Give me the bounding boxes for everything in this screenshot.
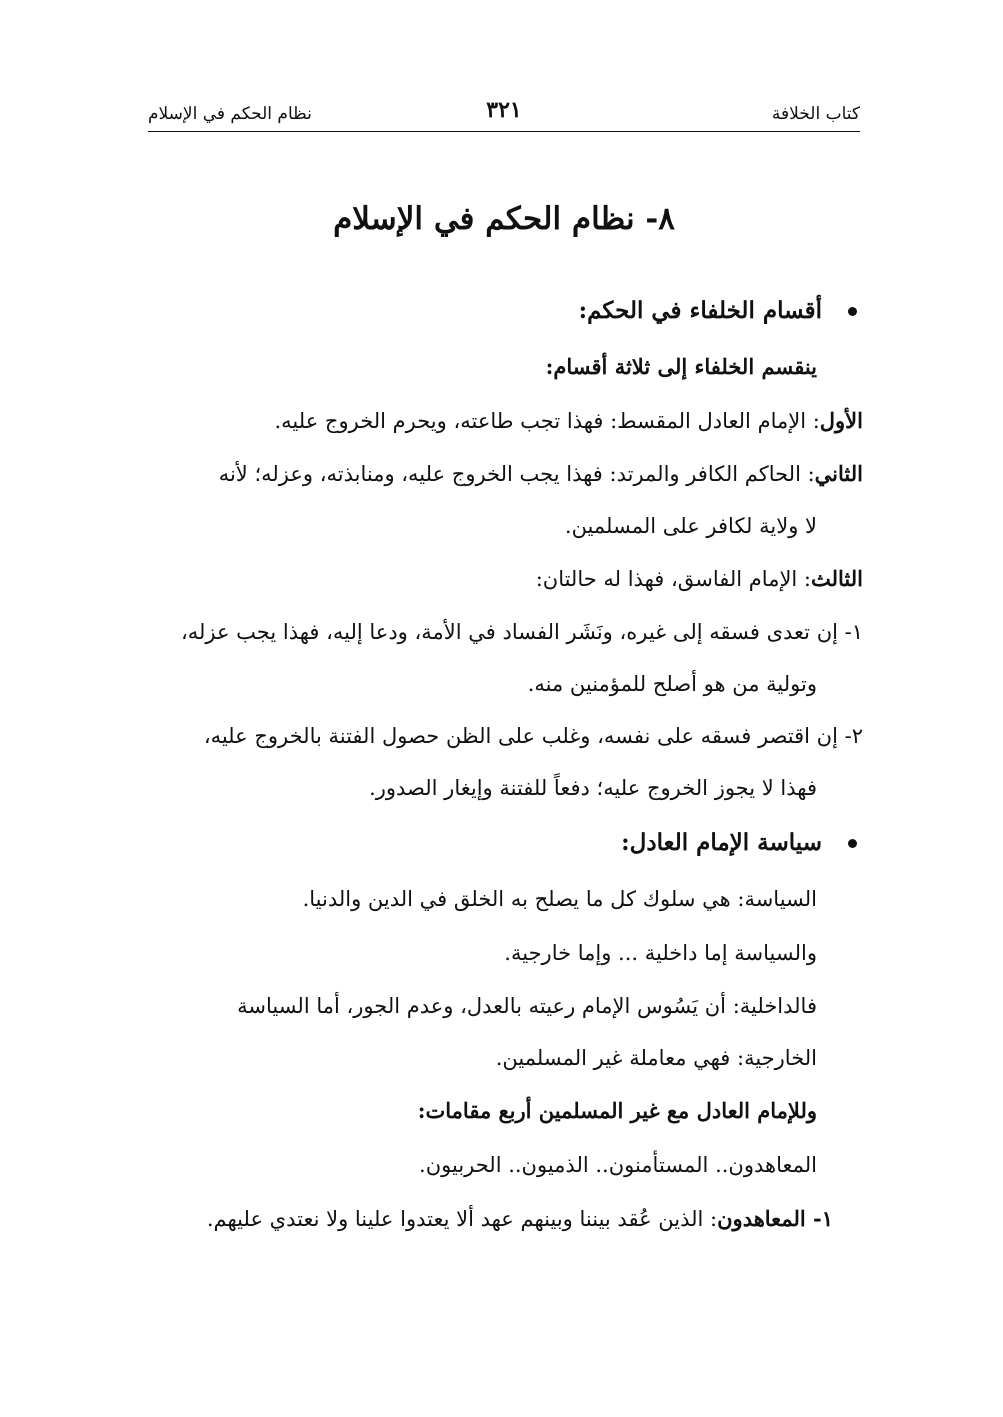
first-type-label: الأول <box>819 408 863 433</box>
paragraph-policy-types: والسياسة إما داخلية ... وإما خارجية. <box>504 941 817 965</box>
section-heading-text: أقسام الخلفاء في الحكم: <box>578 297 822 324</box>
paragraph-intro: ينقسم الخلفاء إلى ثلاثة أقسام: <box>545 354 817 379</box>
case2-line1: ٢- إن اقتصر فسقه على نفسه، وغلب على الظن حصول الفتنة بالخروج عليه، <box>203 724 863 748</box>
second-type-label: الثاني <box>814 461 863 486</box>
paragraph-internal-line2: الخارجية: فهي معاملة غير المسلمين. <box>495 1046 817 1070</box>
section-heading-text: سياسة الإمام العادل: <box>621 829 822 856</box>
section-heading-just-imam-policy <box>145 814 863 872</box>
third-type-label: الثالث <box>811 566 863 591</box>
header-divider <box>148 131 860 132</box>
paragraph-item1 <box>145 1192 863 1246</box>
running-header <box>148 97 860 132</box>
bullet-icon <box>848 307 857 316</box>
paragraph-second-type-line1 <box>145 448 863 500</box>
bullet-icon <box>848 839 857 848</box>
page-body <box>145 282 863 1246</box>
second-type-text: : الحاكم الكافر والمرتد: فهذا يجب الخروج عليه، ومنابذته، وعزله؛ لأنه <box>218 462 815 486</box>
paragraph-first-type <box>145 394 863 448</box>
paragraph-positions-list: المعاهدون.. المستأمنون.. الذميون.. الحربيون. <box>419 1153 817 1177</box>
paragraph-policy-definition: السياسة: هي سلوك كل ما يصلح به الخلق في الدين والدنيا. <box>302 887 817 911</box>
case1-line2: وتولية من هو أصلح للمؤمنين منه. <box>527 672 817 696</box>
paragraph-second-type-line2: لا ولاية لكافر على المسلمين. <box>564 514 817 538</box>
item1-label: ١- المعاهدون <box>717 1206 833 1231</box>
item1-text: : الذين عُقد بيننا وبينهم عهد ألا يعتدوا علينا ولا نعتدي عليهم. <box>206 1207 718 1231</box>
header-book-title: كتاب الخلافة <box>771 104 860 124</box>
case2-line2: فهذا لا يجوز الخروج عليه؛ دفعاً للفتنة وإيغار الصدور. <box>369 776 817 800</box>
chapter-title: ٨- نظام الحكم في الإسلام <box>333 201 675 237</box>
first-type-text: : الإمام العادل المقسط: فهذا تجب طاعته، ويحرم الخروج عليه. <box>274 409 820 433</box>
paragraph-third-type <box>145 552 863 606</box>
paragraph-internal-line1: فالداخلية: أن يَسُوس الإمام رعيته بالعدل، وعدم الجور، أما السياسة <box>237 994 817 1018</box>
page-number: ٣٢١ <box>486 97 522 123</box>
section-heading-caliph-types <box>145 282 863 340</box>
header-chapter-title: نظام الحكم في الإسلام <box>148 104 312 124</box>
case1-line1: ١- إن تعدى فسقه إلى غيره، ونَشَر الفساد في الأمة، ودعا إليه، فهذا يجب عزله، <box>180 620 863 644</box>
paragraph-four-positions: وللإمام العادل مع غير المسلمين أربع مقامات: <box>417 1098 817 1123</box>
third-type-text: : الإمام الفاسق، فهذا له حالتان: <box>535 567 811 591</box>
